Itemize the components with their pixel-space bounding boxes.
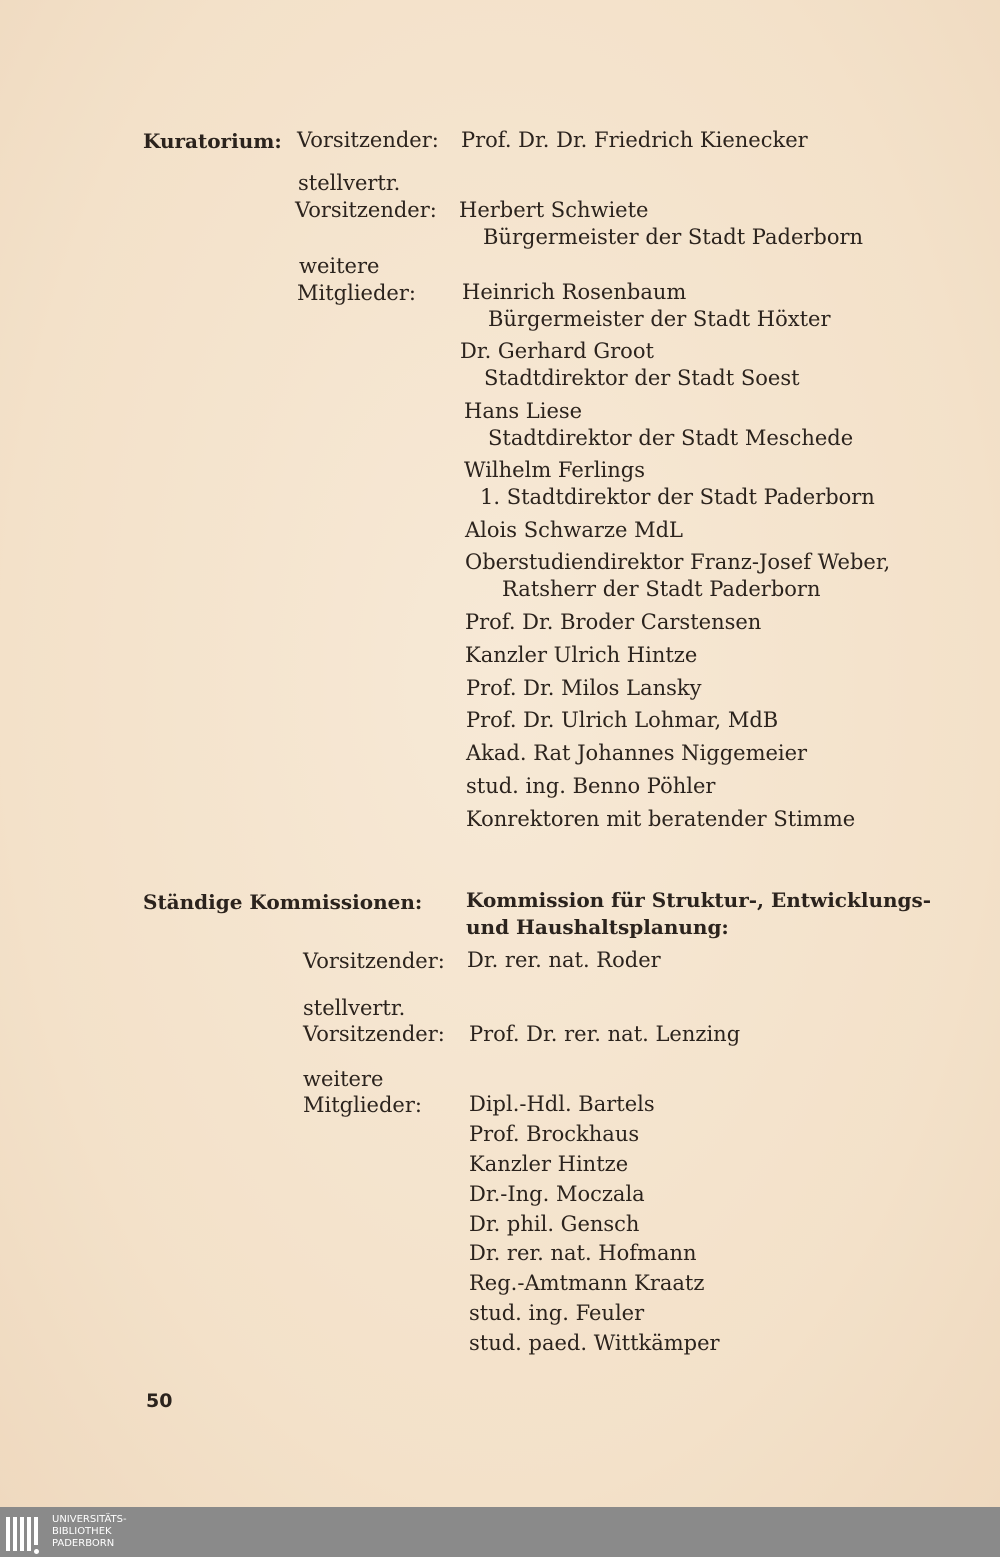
kommission-member: Reg.-Amtmann Kraatz — [469, 1271, 705, 1295]
kommission-member: Dr.-Ing. Moczala — [469, 1182, 645, 1206]
kuratorium-deputy-role: Bürgermeister der Stadt Paderborn — [483, 225, 864, 249]
kuratorium-deputy-name: Herbert Schwiete — [459, 198, 649, 222]
kommission-members-label-1: weitere — [303, 1067, 384, 1091]
kuratorium-chair-name: Prof. Dr. Dr. Friedrich Kienecker — [461, 128, 808, 152]
kuratorium-heading: Kuratorium: — [143, 129, 282, 153]
kuratorium-member: Prof. Dr. Milos Lansky — [466, 676, 702, 700]
kuratorium-member-role: Ratsherr der Stadt Paderborn — [502, 577, 821, 601]
kommission-deputy-label-1: stellvertr. — [303, 996, 406, 1020]
kommission-member: Kanzler Hintze — [469, 1152, 629, 1176]
library-logo-line: PADERBORN — [52, 1538, 115, 1549]
kuratorium-member-role: 1. Stadtdirektor der Stadt Paderborn — [480, 485, 875, 509]
kommission-member: stud. paed. Wittkämper — [469, 1331, 720, 1355]
library-footer-bar — [0, 1507, 1000, 1557]
kuratorium-member: Prof. Dr. Broder Carstensen — [465, 610, 762, 634]
kommission-member: Dr. rer. nat. Hofmann — [469, 1241, 697, 1265]
kuratorium-member: Dr. Gerhard Groot — [460, 339, 654, 363]
kommission-member: Dr. phil. Gensch — [469, 1212, 640, 1236]
kommission-member: Prof. Brockhaus — [469, 1122, 640, 1146]
kommission-chair-label: Vorsitzender: — [303, 949, 445, 973]
kuratorium-member: Prof. Dr. Ulrich Lohmar, MdB — [466, 708, 779, 732]
kommission-members-label-2: Mitglieder: — [303, 1093, 422, 1117]
kommission-title-line-1: Kommission für Struktur-, Entwicklungs- — [466, 888, 932, 912]
kuratorium-deputy-label-2: Vorsitzender: — [295, 198, 437, 222]
page-number: 50 — [146, 1390, 173, 1412]
kuratorium-deputy-label-1: stellvertr. — [298, 171, 401, 195]
kuratorium-member: Oberstudiendirektor Franz-Josef Weber, — [465, 550, 891, 574]
kommissionen-heading: Ständige Kommissionen: — [143, 890, 423, 914]
kuratorium-member: Wilhelm Ferlings — [464, 458, 645, 482]
kuratorium-member: Alois Schwarze MdL — [465, 518, 683, 542]
kuratorium-chair-label: Vorsitzender: — [297, 128, 439, 152]
library-logo-icon — [4, 1513, 44, 1553]
kommission-chair-name: Dr. rer. nat. Roder — [467, 948, 661, 972]
kuratorium-member: stud. ing. Benno Pöhler — [466, 774, 716, 798]
kuratorium-member-role: Stadtdirektor der Stadt Soest — [484, 366, 800, 390]
kuratorium-member: Hans Liese — [464, 399, 583, 423]
kommission-deputy-label-2: Vorsitzender: — [303, 1022, 445, 1046]
kommission-title-line-2: und Haushaltsplanung: — [466, 915, 729, 939]
kuratorium-members-label-2: Mitglieder: — [297, 281, 416, 305]
kommission-deputy-name: Prof. Dr. rer. nat. Lenzing — [469, 1022, 741, 1046]
kommission-member: stud. ing. Feuler — [469, 1301, 645, 1325]
kuratorium-member-role: Bürgermeister der Stadt Höxter — [488, 307, 831, 331]
kommission-member: Dipl.-Hdl. Bartels — [469, 1092, 655, 1116]
kuratorium-member: Akad. Rat Johannes Niggemeier — [466, 741, 808, 765]
library-logo-line: BIBLIOTHEK — [52, 1526, 112, 1537]
kuratorium-members-label-1: weitere — [299, 254, 380, 278]
library-logo-text — [52, 1514, 127, 1550]
library-logo-line: UNIVERSITÄTS- — [52, 1514, 127, 1525]
kuratorium-member: Heinrich Rosenbaum — [462, 280, 687, 304]
kuratorium-member-role: Stadtdirektor der Stadt Meschede — [488, 426, 854, 450]
kuratorium-member: Konrektoren mit beratender Stimme — [466, 807, 856, 831]
kuratorium-member: Kanzler Ulrich Hintze — [465, 643, 698, 667]
